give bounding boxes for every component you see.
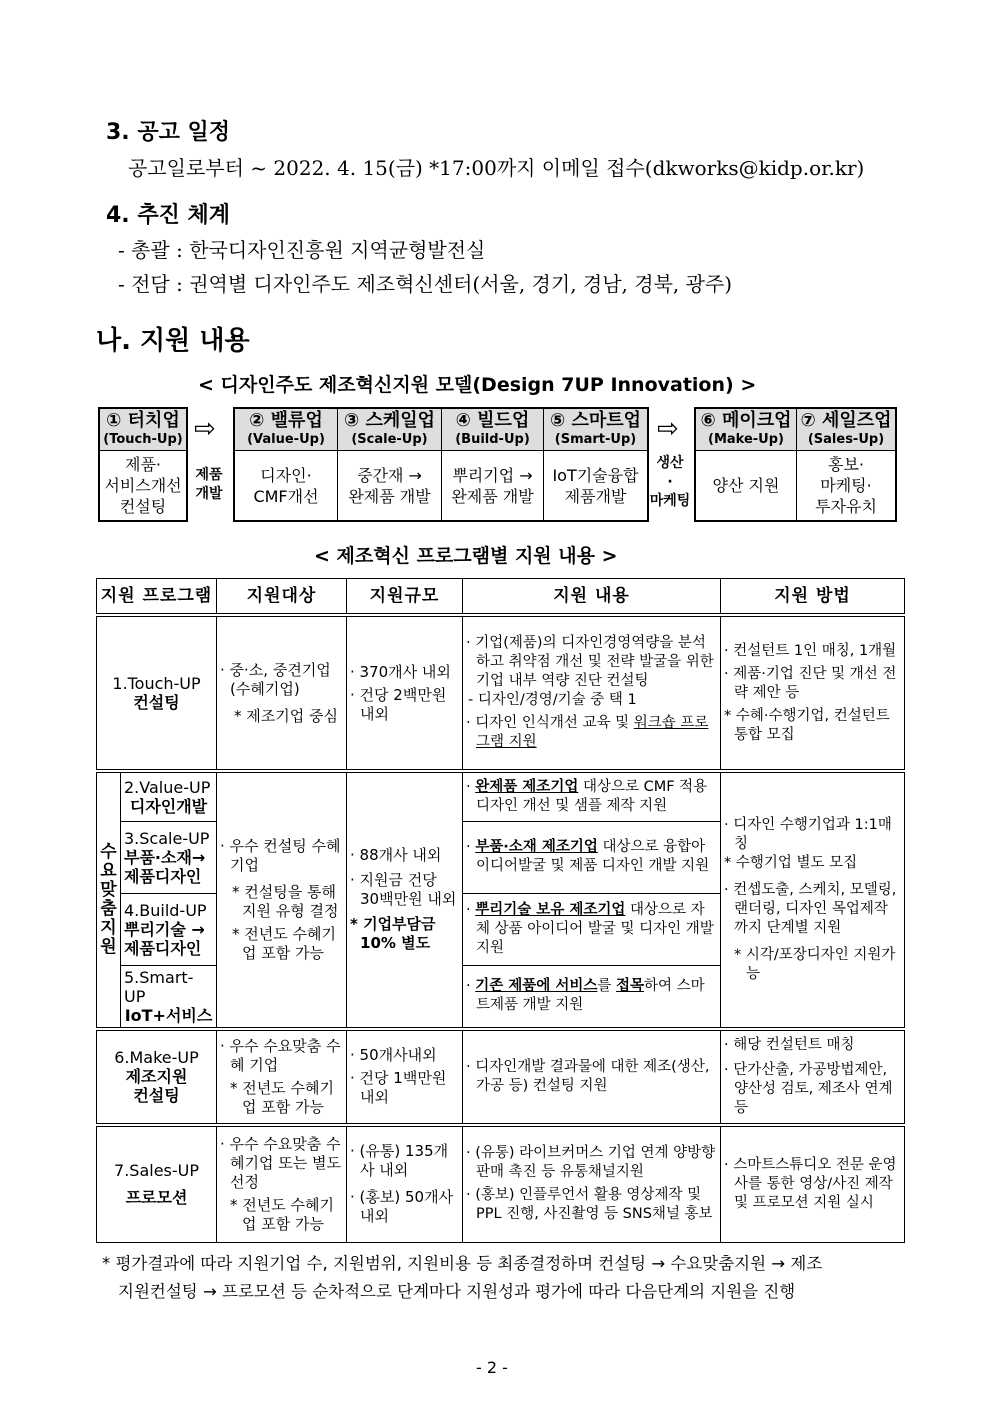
content-line: · 디자인 인식개선 교육 및 [466,715,634,731]
scale-line: · (홍보) 50개사 내외 [350,1188,454,1226]
content-underlined: 기존 제품에 서비스 [475,978,598,994]
program-name: 4.Build-UP [124,900,207,920]
header-method: 지원 방법 [721,579,905,616]
model-box-touch-up [98,407,188,522]
model-caption: < 디자인주도 제조혁신지원 모델(Design 7UP Innovation) > [198,374,757,396]
side-label-line: 생산 [656,455,684,471]
program-name-cell [121,893,217,965]
section-3-heading: 3. 공고 일정 [106,120,230,145]
vertical-char: 요 [100,860,117,881]
scale-cell [347,1029,463,1125]
program-name: 3.Scale-UP [124,828,210,848]
content-line: · (유통) 라이브커머스 기업 연계 양방향 판매 촉진 등 유통채널지원 [466,1145,716,1181]
model-title: ⑦ 세일즈업 [800,410,892,431]
content-line: · (홍보) 인플루언서 활용 영상제작 및 PPL 진행, 사진촬영 등 SNS채널 홍보 [466,1187,713,1223]
method-cell [721,1125,905,1243]
target-cell [217,1029,347,1125]
header-content: 지원 내용 [463,579,721,616]
demand-group-label [97,771,121,1029]
program-name: 5.Smart-UP [124,967,194,1006]
footnote-line-1: * 평가결과에 따라 지원기업 수, 지원범위, 지원비용 등 최종결정하며 컨설팅 → 수요맞춤지원 → 제조 [102,1254,823,1273]
model-body-line: 제품· [125,455,161,474]
side-label-line: 제품 [195,467,223,483]
section-3-schedule: 공고일로부터 ~ 2022. 4. 15(금) *17:00까지 이메일 접수(dkworks@kidp.or.kr) [128,156,865,180]
content-line: · 기업(제품)의 디자인경영역량을 분석하고 취약점 개선 및 전략 발굴을 위한 기업 내부 역량 진단 컨설팅 [466,635,714,689]
table-row-sales-up [97,1125,905,1243]
program-subname: 디자인개발 [129,796,208,816]
content-line: · 디자인개발 결과물에 대한 제조(생산, 가공 등) 컨설팅 지원 [466,1058,710,1094]
program-name: 1.Touch-UP [112,674,201,693]
method-note: * 시각/포장디자인 지원가능 [734,946,896,982]
model-body-line: 뿌리기업 → [452,465,533,485]
program-subname: 컨설팅 [133,693,180,712]
content-line: 대상으로 자체 상품 아이디어 발굴 및 디자인 개발 지원 [476,901,714,956]
content-underlined: 부품·소재 제조기업 [475,839,598,855]
program-table [96,578,905,1243]
vertical-char: 원 [100,936,117,957]
method-note: * 수행기업 별도 모집 [724,854,858,871]
scale-line: · 건당 1백만원 내외 [350,1069,447,1106]
method-line: · 단가산출, 가공방법제안, 양산성 검토, 제조사 연계 등 [724,1061,893,1116]
model-body-line: IoT기술융합 [552,465,639,485]
target-cell [217,1125,347,1243]
scale-cell [347,771,463,1029]
model-body-line: 투자유치 [815,497,877,516]
scale-line: · 50개사내외 [350,1046,437,1064]
target-note: * 전년도 수혜기업 포함 가능 [230,1078,334,1116]
program-name-cell [121,965,217,1029]
target-note: * 컨설팅을 통해 지원 유형 결정 [232,882,339,920]
model-sub: (Sales-Up) [807,432,885,447]
model-sub: (Build-Up) [455,432,530,447]
vertical-char: 맞 [100,879,117,900]
model-side-label-1 [190,466,228,504]
right-arrow-icon: ⇨ [194,414,216,444]
model-body-line: 중간재 → [357,465,422,485]
model-sub: (Smart-Up) [554,432,637,447]
program-name-cell [121,771,217,821]
model-title: ⑥ 메이크업 [700,410,792,431]
model-sub: (Touch-Up) [103,432,183,447]
model-body-line: 양산 지원 [712,476,780,495]
side-label-line: 마케팅 [649,493,691,509]
model-box-development [233,407,649,522]
method-cell [721,771,905,1029]
program-subname: 컨설팅 [133,1086,180,1105]
content-cell [463,1125,721,1243]
model-body-line: 완제품 개발 [451,486,534,506]
content-cell [463,615,721,771]
model-box-production [694,407,897,522]
model-body-line: 홍보· [828,455,864,474]
target-cell [217,615,347,771]
model-side-label-2 [647,454,693,511]
method-line: · 스마트스튜디오 전문 운영사를 통한 영상/사진 제작 및 프로모션 지원 실시 [724,1156,897,1211]
content-cell: · 뿌리기술 보유 제조기업 대상으로 자체 상품 아이디어 발굴 및 디자인 개발 지원 [463,893,721,965]
program-name-cell [97,1125,217,1243]
table-caption: < 제조혁신 프로그램별 지원 내용 > [314,545,618,567]
target-note: * 전년도 수혜기업 포함 가능 [230,1195,334,1233]
vertical-char: 수 [100,841,117,862]
content-line: 하여 스마트제품 개발 지원 [476,978,705,1013]
target-line: · 중·소, 중견기업 (수혜기업) [220,660,331,698]
footnote-line-2: 지원컨설팅 → 프로모션 등 순차적으로 단계마다 지원성과 평가에 따라 다음단계의 지원을 진행 [118,1282,796,1301]
scale-line: · 370개사 내외 [350,662,451,681]
model-title: ② 밸류업 [249,410,323,431]
program-subname: 제품디자인 [124,866,202,886]
program-subname: 부품·소재→ [124,847,206,867]
content-line: - 디자인/경영/기술 중 택 1 [468,692,637,708]
scale-note: * 기업부담금 10% 별도 [350,915,436,953]
section-4-heading: 4. 추진 체계 [106,203,230,228]
method-cell [721,1029,905,1125]
model-body-line: 마케팅· [820,476,872,495]
model-title: ③ 스케일업 [343,410,436,431]
model-sub: (Scale-Up) [351,432,428,447]
model-title: ① 터치업 [106,410,180,431]
program-subname: 제조지원 [125,1067,188,1086]
side-label-line: 개발 [195,486,223,502]
content-line: 대상으로 융합아이디어발굴 및 제품 디자인 개발 지원 [476,839,710,874]
content-line: 대상으로 CMF 적용 디자인 개선 및 샘플 제작 지원 [476,778,708,814]
model-sub: (Make-Up) [708,432,784,447]
method-line: · 제품·기업 진단 및 개선 전략 제안 등 [724,665,897,701]
method-line: · 디자인 수행기업과 1:1매칭 [724,816,892,852]
method-line: · 컨설턴트 1인 매칭, 1개월 [724,642,897,659]
model-body-line: 서비스개선 [104,476,182,495]
model-sub: (Value-Up) [247,432,325,447]
model-body-line: 컨설팅 [119,497,167,516]
content-underlined: 워크숍 프로그램 지원 [476,715,709,750]
content-cell: · 완제품 제조기업 대상으로 CMF 적용 디자인 개선 및 샘플 제작 지원 [463,771,721,821]
program-name-cell [97,615,217,771]
method-cell [721,615,905,771]
target-line: · 우수 컨설팅 수혜 기업 [220,836,341,874]
scale-line: · (유통) 135개사 내외 [350,1142,449,1180]
program-name: 7.Sales-UP [114,1161,199,1181]
table-row-make-up [97,1029,905,1125]
section-4-line-2: - 전담 : 권역별 디자인주도 제조혁신센터(서울, 경기, 경남, 경북, 광주) [118,272,733,296]
scale-line: · 지원금 건당 30백만원 내외 [350,871,457,909]
model-title: ⑤ 스마트업 [549,410,642,431]
model-body-line: 제품개발 [564,486,627,506]
model-body-line: 완제품 개발 [348,486,431,506]
program-subname: 뿌리기술 → [124,919,205,939]
program-subname: IoT+서비스 [124,1005,213,1025]
page-number: - 2 - [476,1358,508,1377]
program-subname: 프로모션 [125,1188,188,1208]
program-name: 2.Value-UP [124,777,211,797]
side-label-line: · [667,474,673,490]
target-cell [217,771,347,1029]
content-underlined: 접목 [616,978,645,994]
scale-cell [347,1125,463,1243]
section-4-line-1: - 총괄 : 한국디자인진흥원 지역균형발전실 [118,238,486,262]
vertical-char: 춤 [100,898,117,919]
method-line: · 해당 컨설턴트 매칭 [724,1036,855,1053]
content-underlined: 완제품 제조기업 [475,778,579,795]
target-note: * 전년도 수혜기업 포함 가능 [232,924,336,962]
model-title: ④ 빌드업 [455,410,530,431]
content-underlined: 뿌리기술 보유 제조기업 [475,901,626,918]
vertical-char: 지 [100,917,117,938]
content-cell: · 부품·소재 제조기업 대상으로 융합아이디어발굴 및 제품 디자인 개발 지원 [463,821,721,893]
target-line: · 우수 수요맞춤 수혜기업 또는 별도선정 [220,1134,341,1191]
header-scale: 지원규모 [347,579,463,616]
program-subname: 제품디자인 [124,938,202,958]
target-note: * 제조기업 중심 [234,706,338,725]
table-row-touch-up [97,615,905,771]
header-program: 지원 프로그램 [97,579,217,616]
program-name: 6.Make-UP [114,1048,199,1067]
scale-line: · 건당 2백만원 내외 [350,685,447,723]
target-line: · 우수 수요맞춤 수혜 기업 [220,1036,341,1074]
method-line: · 컨셉도출, 스케치, 모델링, 랜더링, 디자인 목업제작까지 단계별 지원 [724,881,897,936]
model-body-line: 디자인· [260,465,312,485]
scale-cell [347,615,463,771]
section-b-heading: 나. 지원 내용 [96,326,250,356]
content-cell: · 기존 제품에 서비스를 접목하여 스마트제품 개발 지원 [463,965,721,1029]
right-arrow-icon: ⇨ [657,414,679,444]
method-note: * 수혜·수행기업, 컨설턴트 통합 모집 [724,707,890,743]
table-row-value-up [97,771,905,821]
table-header-row [97,579,905,616]
program-name-cell [121,821,217,893]
content-line: 를 [597,978,617,994]
model-body-line: CMF개선 [253,486,319,506]
content-cell [463,1029,721,1125]
header-target: 지원대상 [217,579,347,616]
program-name-cell [97,1029,217,1125]
scale-line: · 88개사 내외 [350,846,442,865]
